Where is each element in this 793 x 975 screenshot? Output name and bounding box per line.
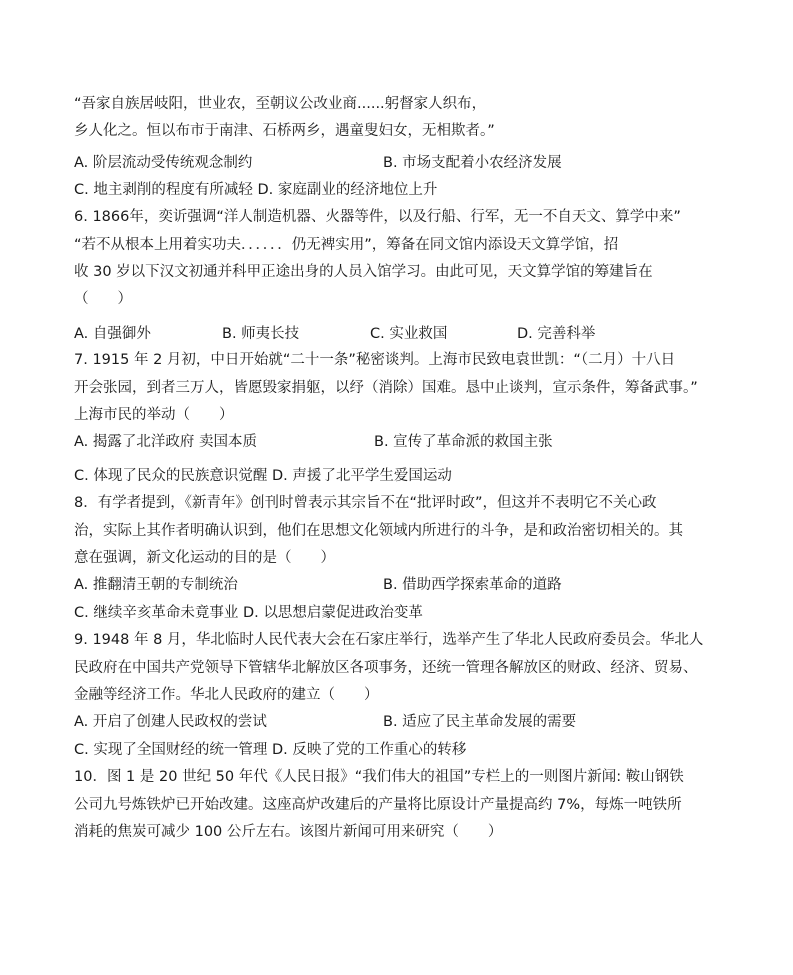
q5-option-a: A. 阶层流动受传统观念制约 (74, 155, 253, 171)
q9-option-c-d: C. 实现了全国财经的统一管理 D. 反映了党的工作重心的转移 (74, 742, 467, 758)
q5-quote-line-1: “吾家自族居岐阳，世业农，至朝议公改业商......躬督家人织布， (74, 96, 487, 112)
q8-option-c-d: C. 继续辛亥革命未竟事业 D. 以思想启蒙促进政治变革 (74, 605, 423, 621)
q5-option-b: B. 市场支配着小农经济发展 (383, 155, 562, 171)
q6-option-d: D. 完善科举 (517, 326, 596, 342)
q10-stem-line-2: 公司九号炼铁炉已开始改建。这座高炉改建后的产量将比原设计产量提高约 7%，每炼一吨铁所 (74, 797, 682, 813)
q9-stem-line-2: 民政府在中国共产党领导下管辖华北解放区各项事务，还统一管理各解放区的财政、经济、贸易、 (74, 660, 698, 676)
q8-option-a: A. 推翻清王朝的专制统治 (74, 577, 238, 593)
q8-stem-line-2: 治，实际上其作者明确认识到，他们在思想文化领域内所进行的斗争，是和政治密切相关的。其 (74, 523, 683, 539)
q7-stem-line-3: 上海市民的举动（ ） (74, 407, 234, 423)
q6-option-a: A. 自强御外 (74, 326, 151, 342)
q6-stem-line-2: “若不从根本上用着实功夫．．．．．．仍无裨实用”，筹备在同文馆内添设天文算学馆，招 (74, 237, 619, 253)
q5-quote-line-2: 乡人化之。恒以布市于南津、石桥两乡，遇童叟妇女，无相欺者。” (74, 123, 495, 139)
q8-stem-line-1: 8．有学者提到，《新青年》创刊时曾表示其宗旨不在“批评时政”，但这并不表明它不关心政 (74, 495, 657, 511)
q10-stem-line-3: 消耗的焦炭可减少 100 公斤左右。该图片新闻可用来研究（ ） (74, 824, 503, 840)
q6-stem-line-1: 6. 1866年，奕䜣强调“洋人制造机器、火器等件，以及行船、行军，无一不自天文、算学中来” (74, 209, 681, 225)
q7-stem-line-2: 开会张园，到者三万人，皆愿毁家捐躯，以纾（消除）国难。恳中止谈判，宣示条件，筹备武事。” (74, 380, 698, 396)
q6-option-c: C. 实业救国 (370, 326, 448, 342)
q10-stem-line-1: 10．图 1 是 20 世纪 50 年代《人民日报》“我们伟大的祖国”专栏上的一则图片新闻: 鞍山钢铁 (74, 769, 684, 785)
q5-option-c-d: C. 地主剥削的程度有所减轻 D. 家庭副业的经济地位上升 (74, 182, 438, 198)
q9-stem-line-3: 金融等经济工作。华北人民政府的建立（ ） (74, 687, 379, 703)
q6-answer-blank: （ ） (74, 291, 132, 307)
q8-stem-line-3: 意在强调，新文化运动的目的是（ ） (74, 550, 335, 566)
q7-option-c-d: C. 体现了民众的民族意识觉醒 D. 声援了北平学生爱国运动 (74, 468, 452, 484)
q9-stem-line-1: 9. 1948 年 8 月，华北临时人民代表大会在石家庄举行，选举产生了华北人民政府委员会。华北人 (74, 632, 704, 648)
q7-stem-line-1: 7. 1915 年 2 月初，中日开始就“二十一条”秘密谈判。上海市民致电袁世凯：“（二月）十八日 (74, 352, 676, 368)
q7-option-b: B. 宣传了革命派的救国主张 (374, 434, 553, 450)
q7-option-a: A. 揭露了北洋政府 卖国本质 (74, 434, 257, 450)
q6-stem-line-3: 收 30 岁以下汉文初通并科甲正途出身的人员入馆学习。由此可见，天文算学馆的筹建旨在 (74, 264, 653, 280)
q9-option-a: A. 开启了创建人民政权的尝试 (74, 714, 267, 730)
q6-option-b: B. 师夷长技 (222, 326, 300, 342)
q8-option-b: B. 借助西学探索革命的道路 (383, 577, 562, 593)
q9-option-b: B. 适应了民主革命发展的需要 (383, 714, 577, 730)
